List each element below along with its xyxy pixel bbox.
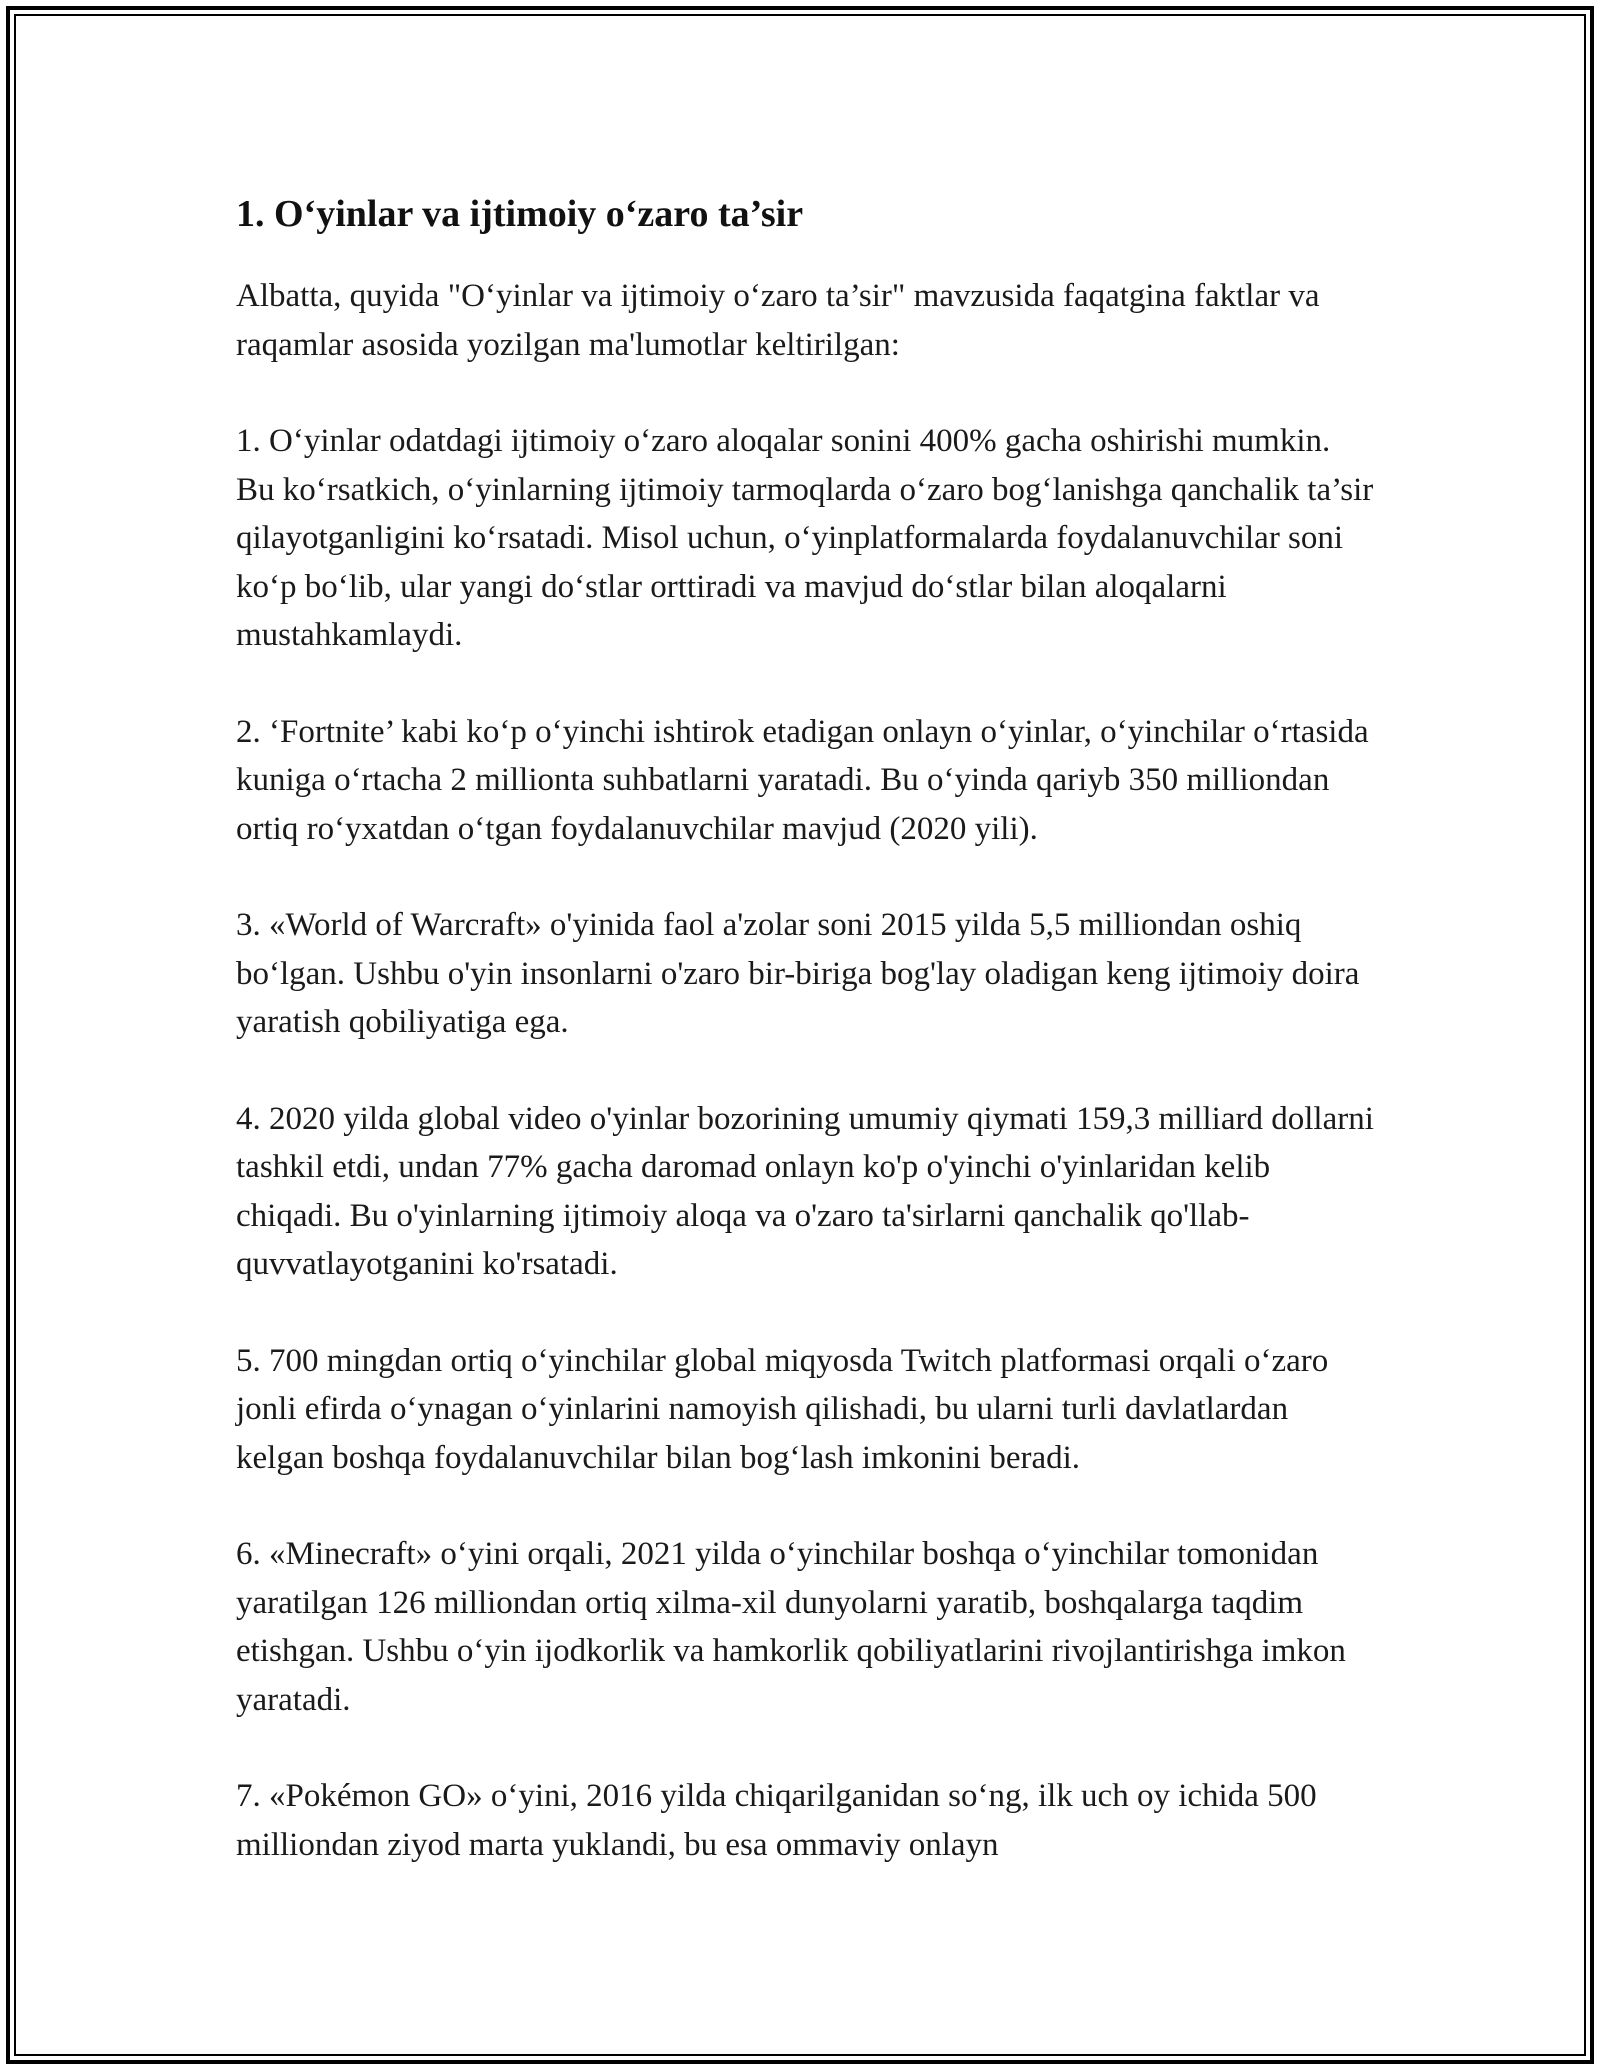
document-body xyxy=(236,186,1376,1917)
fact-paragraph-3: 3. «World of Warcraft» o'yinida faol a'zolar soni 2015 yilda 5,5 milliondan oshiq bo‘lgan. Ushbu o'yin insonlarni o'zaro bir-biriga bog'lay oladigan keng ijtimoiy doira yaratish qobiliyatiga ega. xyxy=(236,907,1360,1040)
fact-paragraph-1: 1. O‘yinlar odatdagi ijtimoiy o‘zaro aloqalar sonini 400% gacha oshirishi mumkin. Bu ko‘rsatkich, o‘yinlarning ijtimoiy tarmoqlarda o‘zaro bog‘lanishga qanchalik ta’sir qilayotganligini ko‘rsatadi. Misol uchun, o‘yinplatformalarda foydalanuvchilar soni ko‘p bo‘lib, ular yangi do‘stlar orttiradi va mavjud do‘stlar bilan aloqalarni mustahkamlaydi. xyxy=(236,423,1374,653)
fact-paragraph-2: 2. ‘Fortnite’ kabi ko‘p o‘yinchi ishtirok etadigan onlayn o‘yinlar, o‘yinchilar o‘rtasida kuniga o‘rtacha 2 millionta suhbatlarni yaratadi. Bu o‘yinda qariyb 350 milliondan ortiq ro‘yxatdan o‘tgan foydalanuvchilar mavjud (2020 yili). xyxy=(236,713,1369,847)
intro-paragraph: Albatta, quyida "O‘yinlar va ijtimoiy o‘zaro ta’sir" mavzusida faqatgina faktlar va raqamlar asosida yozilgan ma'lumotlar keltirilgan: xyxy=(236,278,1320,363)
fact-paragraph-4: 4. 2020 yilda global video o'yinlar bozorining umumiy qiymati 159,3 milliard dollarni tashkil etdi, undan 77% gacha daromad onlayn ko'p o'yinchi o'yinlaridan kelib chiqadi. Bu o'yinlarning ijtimoiy aloqa va o'zaro ta'sirlarni qanchalik qo'llab-quvvatlayotganini ko'rsatadi. xyxy=(236,1100,1374,1282)
fact-paragraph-5: 5. 700 mingdan ortiq o‘yinchilar global miqyosda Twitch platformasi orqali o‘zaro jonli efirda o‘ynagan o‘yinlarini namoyish qilishadi, bu ularni turli davlatlardan kelgan boshqa foydalanuvchilar bilan bog‘lash imkonini beradi. xyxy=(236,1342,1329,1476)
fact-paragraph-6: 6. «Minecraft» o‘yini orqali, 2021 yilda o‘yinchilar boshqa o‘yinchilar tomonidan yaratilgan 126 milliondan ortiq xilma-xil dunyolarni yaratib, boshqalarga taqdim etishgan. Ushbu o‘yin ijodkorlik va hamkorlik qobiliyatlarini rivojlantirishga imkon yaratadi. xyxy=(236,1536,1346,1718)
document-title: 1. O‘yinlar va ijtimoiy o‘zaro ta’sir xyxy=(236,193,804,235)
fact-paragraph-7: 7. «Pokémon GO» o‘yini, 2016 yilda chiqarilganidan so‘ng, ilk uch oy ichida 500 milliondan ziyod marta yuklandi, bu esa ommaviy onlayn xyxy=(236,1778,1317,1863)
